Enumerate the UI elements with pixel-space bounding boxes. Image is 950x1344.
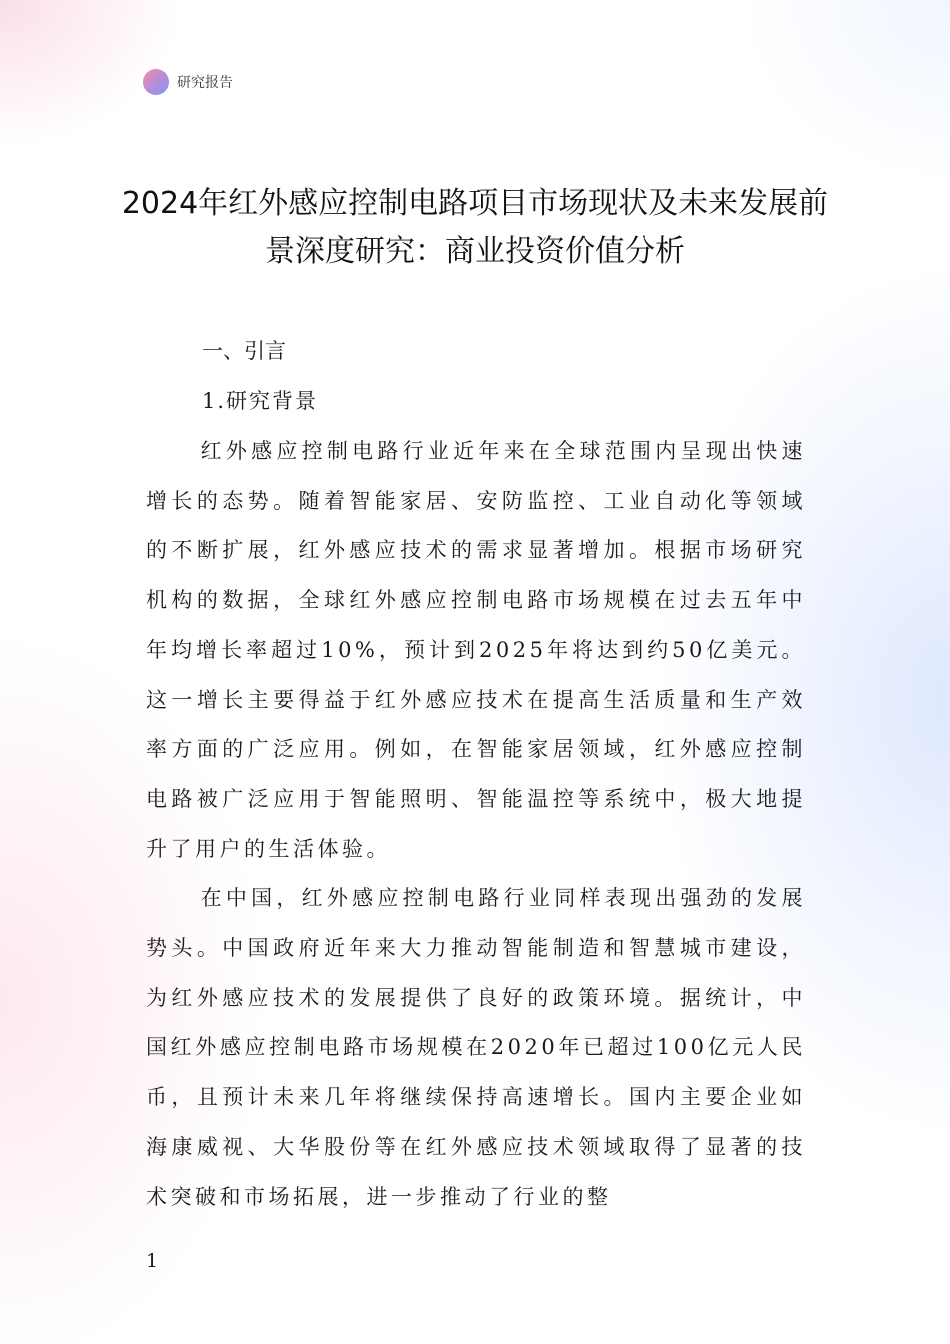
paragraph: 在中国，红外感应控制电路行业同样表现出强劲的发展势头。中国政府近年来大力推动智能制造和智慧城市建设，为红外感应技术的发展提供了良好的政策环境。据统计，中国红外感应控制电路市场规模在2020年已超过100亿元人民币，且预计未来几年将继续保持高速增长。国内主要企业如海康威视、大华股份等在红外感应技术领域取得了显著的技术突破和市场拓展，进一步推动了行业的整 xyxy=(146,886,806,1209)
sub-heading: 1.研究背景 xyxy=(202,389,319,413)
header xyxy=(143,68,233,96)
header-label: 研究报告 xyxy=(177,75,233,91)
section-heading: 一、引言 xyxy=(202,339,286,363)
body-text xyxy=(146,427,806,1222)
paragraph: 红外感应控制电路行业近年来在全球范围内呈现出快速增长的态势。随着智能家居、安防监控、工业自动化等领域的不断扩展，红外感应技术的需求显著增加。根据市场研究机构的数据，全球红外感应控制电路市场规模在过去五年中年均增长率超过10%，预计到2025年将达到约50亿美元。这一增长主要得益于红外感应技术在提高生活质量和生产效率方面的广泛应用。例如，在智能家居领域，红外感应控制电路被广泛应用于智能照明、智能温控等系统中，极大地提升了用户的生活体验。 xyxy=(146,439,806,861)
document-title: 2024年红外感应控制电路项目市场现状及未来发展前景深度研究：商业投资价值分析 xyxy=(121,186,829,269)
logo-icon xyxy=(143,69,169,95)
page-number: 1 xyxy=(146,1250,159,1272)
